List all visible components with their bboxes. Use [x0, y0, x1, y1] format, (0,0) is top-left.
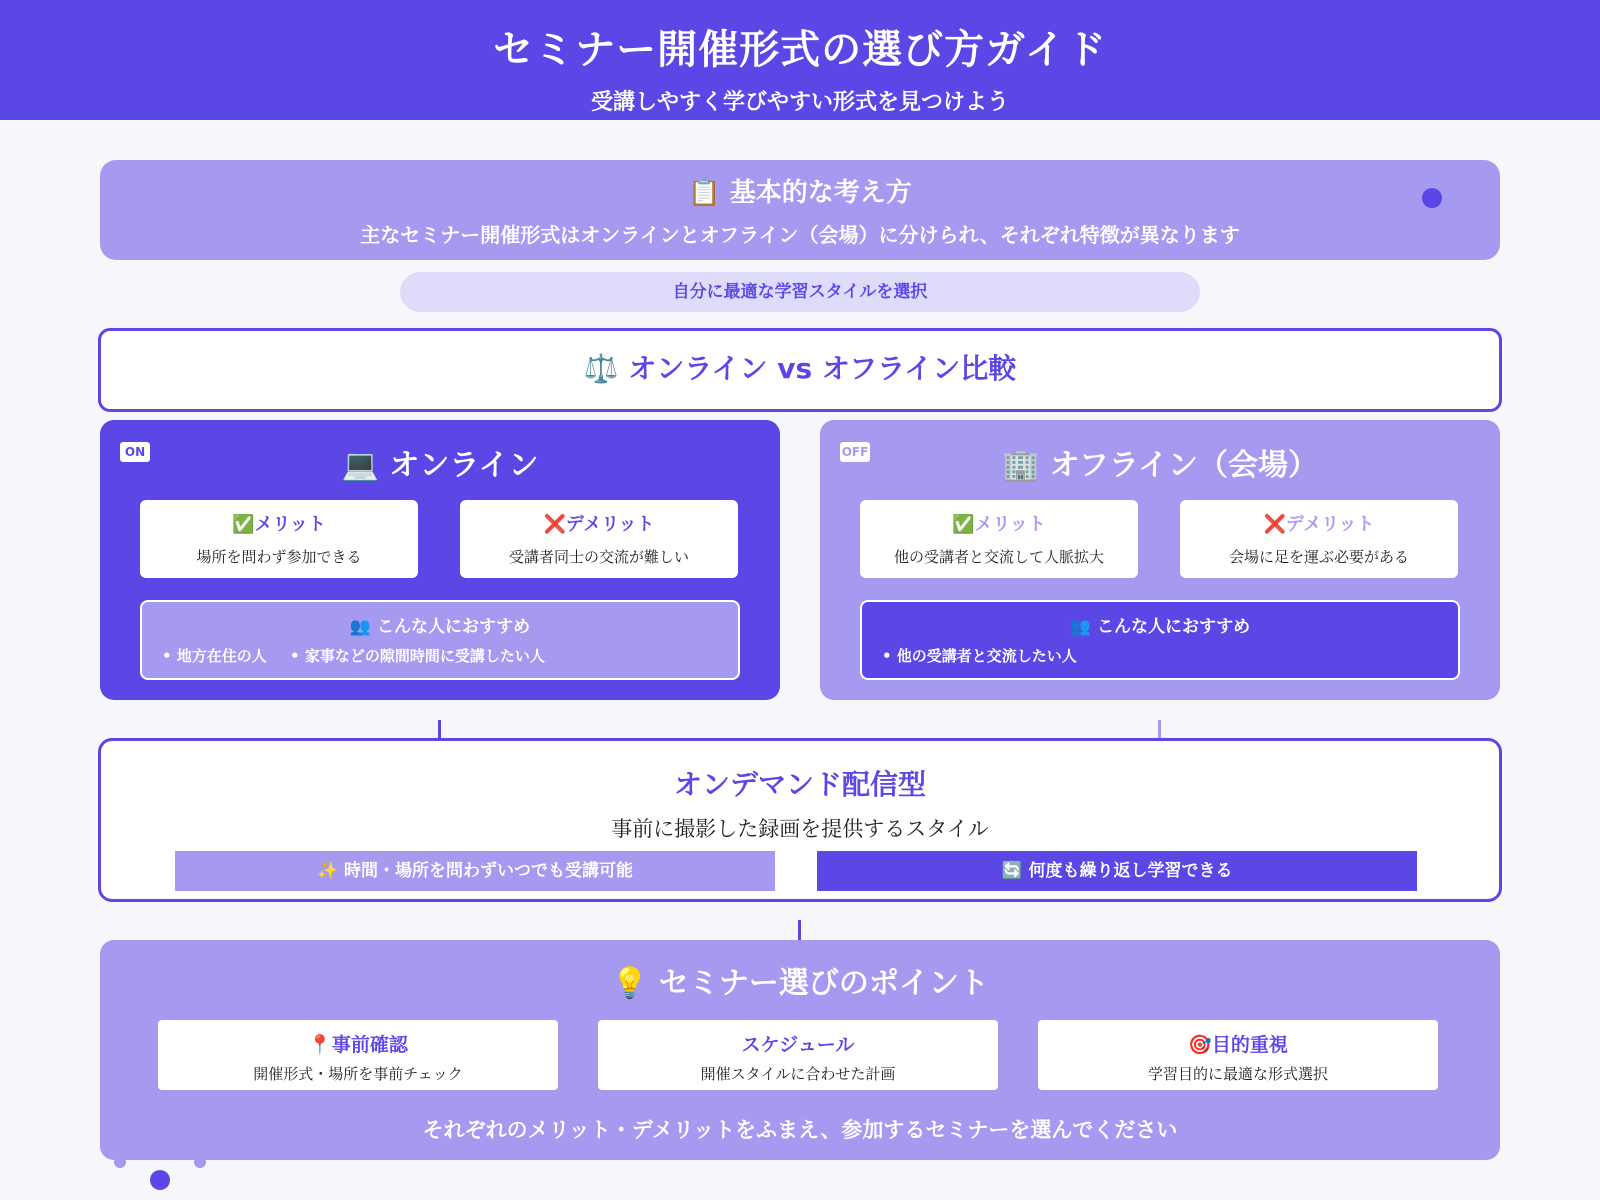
page-title: セミナー開催形式の選び方ガイド [493, 27, 1107, 73]
online-title-text: オンライン [389, 448, 539, 483]
points-heading [100, 940, 1500, 1002]
check-icon: ✅ [232, 514, 255, 535]
merit-text: 場所を問わず参加できる [196, 548, 362, 566]
clipboard-icon: 📋 [688, 178, 721, 208]
on-demand-text: 事前に撮影した録画を提供するスタイル [611, 817, 989, 841]
recommend-item: • 地方在住の人 [162, 647, 267, 665]
demerit-text: 受講者同士の交流が難しい [508, 548, 689, 566]
on-demand-feature-anytime: ✨ 時間・場所を問わずいつでも受講可能 [175, 851, 775, 891]
pin-icon: 📍 [308, 1034, 332, 1056]
page-header [0, 0, 1600, 120]
online-merit-card [140, 500, 418, 578]
check-icon: ✅ [952, 514, 975, 535]
on-demand-box [98, 738, 1502, 902]
online-recommend-box [140, 600, 740, 680]
laptop-icon: 💻 [341, 448, 379, 483]
offline-recommend-box [860, 600, 1460, 680]
point-text: 開催スタイルに合わせた計画 [700, 1065, 896, 1083]
offline-title-text: オフライン（会場） [1049, 448, 1318, 483]
point-text: 学習目的に最適な形式選択 [1147, 1065, 1328, 1083]
basic-concept-heading [100, 160, 1500, 209]
demerit-label: デメリット [1285, 514, 1375, 535]
scale-icon: ⚖️ [583, 352, 619, 385]
decorative-dot [114, 1156, 126, 1168]
lightbulb-icon: 💡 [611, 966, 649, 1001]
target-icon: 🎯 [1188, 1034, 1212, 1056]
people-icon: 👥 [1069, 617, 1092, 637]
offline-panel [820, 420, 1500, 700]
points-footer: それぞれのメリット・デメリットをふまえ、参加するセミナーを選んでください [422, 1118, 1178, 1142]
demerit-text: 会場に足を運ぶ必要がある [1228, 548, 1409, 566]
recommend-item: • 他の受講者と交流したい人 [882, 647, 1077, 665]
online-title [100, 440, 780, 484]
building-icon: 🏢 [1001, 448, 1040, 483]
cross-icon: ❌ [543, 514, 566, 535]
point-title: 目的重視 [1211, 1034, 1288, 1056]
basic-concept-title: 基本的な考え方 [729, 178, 912, 208]
offline-tag: OFF [840, 442, 870, 462]
page-subtitle: 受講しやすく学びやすい形式を見つけよう [590, 90, 1009, 115]
offline-merit-card [860, 500, 1138, 578]
recommend-title: こんな人におすすめ [1096, 617, 1251, 637]
connector-line [1158, 720, 1161, 738]
recommend-title: こんな人におすすめ [376, 617, 531, 637]
on-demand-title: オンデマンド配信型 [673, 768, 926, 801]
point-card [158, 1020, 558, 1090]
offline-demerit-card [1180, 500, 1458, 578]
point-card [598, 1020, 998, 1090]
comparison-title: オンライン vs オフライン比較 [628, 352, 1017, 385]
point-title: 事前確認 [331, 1034, 408, 1056]
points-title: セミナー選びのポイント [658, 966, 989, 1001]
connector-line [438, 720, 441, 738]
online-tag: ON [120, 442, 150, 462]
decorative-dot [150, 1170, 170, 1190]
online-panel [100, 420, 780, 700]
decorative-dot [194, 1156, 206, 1168]
recommend-item: • 家事などの隙間時間に受講したい人 [290, 647, 545, 665]
offline-title [820, 440, 1500, 484]
decorative-dot [1470, 212, 1480, 222]
online-demerit-card [460, 500, 738, 578]
cross-icon: ❌ [1263, 514, 1286, 535]
selection-points-box [100, 940, 1500, 1160]
demerit-label: デメリット [565, 514, 655, 535]
connector-line [798, 920, 801, 940]
decorative-dot [1422, 188, 1442, 208]
point-text: 開催形式・場所を事前チェック [253, 1065, 463, 1083]
people-icon: 👥 [349, 617, 372, 637]
merit-text: 他の受講者と交流して人脈拡大 [893, 548, 1104, 566]
basic-concept-text: 主なセミナー開催形式はオンラインとオフライン（会場）に分けられ、それぞれ特徴が異なります [360, 223, 1240, 247]
merit-label: メリット [974, 514, 1046, 535]
point-card [1038, 1020, 1438, 1090]
style-select-pill: 自分に最適な学習スタイルを選択 [400, 272, 1200, 312]
on-demand-feature-repeat: 🔄 何度も繰り返し学習できる [817, 851, 1417, 891]
merit-label: メリット [254, 514, 326, 535]
comparison-heading [98, 328, 1502, 412]
basic-concept-box [100, 160, 1500, 260]
point-title: スケジュール [741, 1034, 855, 1056]
